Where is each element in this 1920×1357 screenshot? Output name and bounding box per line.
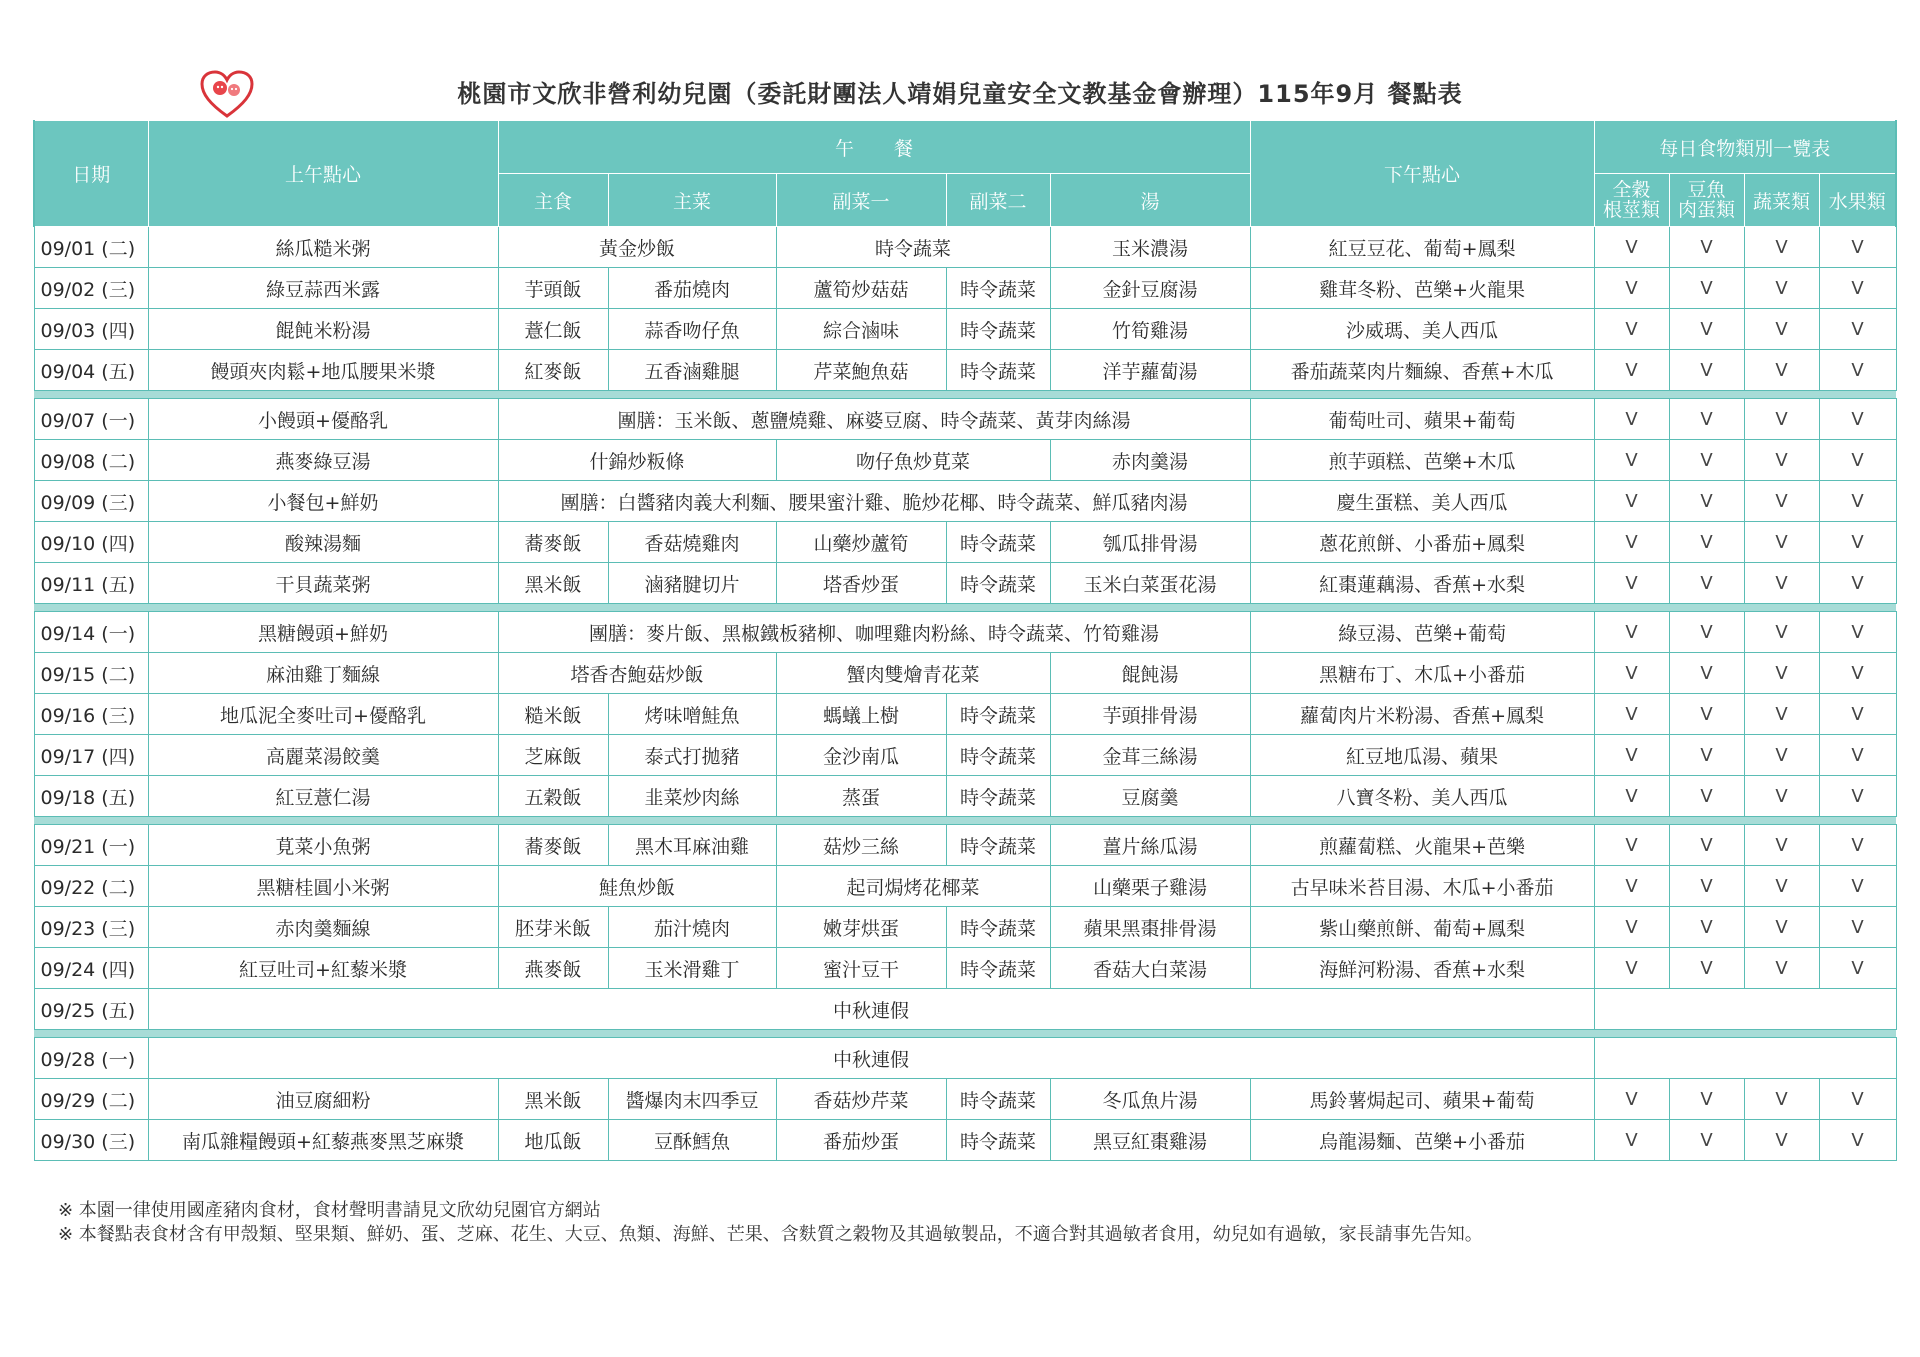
fruit-check: V: [1819, 612, 1896, 653]
pm-snack-cell: 烏龍湯麵、芭樂+小番茄: [1250, 1120, 1594, 1161]
pm-snack-cell: 海鮮河粉湯、香蕉+水梨: [1250, 948, 1594, 989]
kindergarten-logo-icon: [200, 70, 254, 120]
side-dish-1-cell: 山藥炒蘆筍: [776, 522, 946, 563]
date-cell: 09/07 (一): [34, 399, 148, 440]
staple-cell: 五穀飯: [498, 776, 608, 817]
side-dish-1-cell: 蒸蛋: [776, 776, 946, 817]
meal-schedule-table: [33, 120, 1897, 1161]
am-snack-cell: 油豆腐細粉: [148, 1079, 498, 1120]
side-dish-2-cell: 時令蔬菜: [946, 563, 1050, 604]
am-snack-cell: 絲瓜糙米粥: [148, 227, 498, 268]
side-dish-2-cell: 時令蔬菜: [946, 948, 1050, 989]
grains-check: V: [1594, 776, 1669, 817]
protein-check: V: [1669, 1120, 1744, 1161]
table-header: [34, 121, 1896, 227]
staple-cell: 糙米飯: [498, 694, 608, 735]
side-dish-2-cell: 時令蔬菜: [946, 776, 1050, 817]
date-cell: 09/29 (二): [34, 1079, 148, 1120]
soup-cell: 山藥栗子雞湯: [1050, 866, 1250, 907]
header-protein: [1669, 174, 1744, 227]
fruit-check: V: [1819, 522, 1896, 563]
am-snack-cell: 燕麥綠豆湯: [148, 440, 498, 481]
fruit-check: V: [1819, 1079, 1896, 1120]
lunch-side-cell: 起司焗烤花椰菜: [776, 866, 1050, 907]
grains-check: V: [1594, 907, 1669, 948]
vegetables-check: V: [1744, 653, 1819, 694]
protein-check: V: [1669, 907, 1744, 948]
week-separator-bar: [34, 1030, 1896, 1038]
page-header: [0, 70, 1920, 114]
fruit-check: V: [1819, 653, 1896, 694]
side-dish-2-cell: 時令蔬菜: [946, 1079, 1050, 1120]
soup-cell: 香菇大白菜湯: [1050, 948, 1250, 989]
staple-cell: 胚芽米飯: [498, 907, 608, 948]
am-snack-cell: 高麗菜湯餃羹: [148, 735, 498, 776]
staple-cell: 紅麥飯: [498, 350, 608, 391]
staple-cell: 芝麻飯: [498, 735, 608, 776]
staple-cell: 蕎麥飯: [498, 825, 608, 866]
week-separator: [34, 1030, 1896, 1038]
soup-cell: 洋芋蘿蔔湯: [1050, 350, 1250, 391]
week-separator: [34, 817, 1896, 825]
food-groups-empty-cell: [1594, 1038, 1896, 1079]
grains-check: V: [1594, 1079, 1669, 1120]
pm-snack-cell: 紅豆地瓜湯、蘋果: [1250, 735, 1594, 776]
vegetables-check: V: [1744, 563, 1819, 604]
table-row: [34, 350, 1896, 391]
soup-cell: 玉米白菜蛋花湯: [1050, 563, 1250, 604]
am-snack-cell: 黑糖桂圓小米粥: [148, 866, 498, 907]
footnote-allergens: ※ 本餐點表食材含有甲殼類、堅果類、鮮奶、蛋、芝麻、花生、大豆、魚類、海鮮、芒果、含麩質之穀物及其過敏製品，不適合對其過敏者食用，幼兒如有過敏，家長請事先告知。: [58, 1224, 1483, 1245]
vegetables-check: V: [1744, 735, 1819, 776]
date-cell: 09/09 (三): [34, 481, 148, 522]
pm-snack-cell: 雞茸冬粉、芭樂+火龍果: [1250, 268, 1594, 309]
staple-cell: 燕麥飯: [498, 948, 608, 989]
date-cell: 09/04 (五): [34, 350, 148, 391]
lunch-main-cell: 黃金炒飯: [498, 227, 776, 268]
pm-snack-cell: 紅豆豆花、葡萄+鳳梨: [1250, 227, 1594, 268]
staple-cell: 地瓜飯: [498, 1120, 608, 1161]
grains-check: V: [1594, 522, 1669, 563]
lunch-side-cell: 吻仔魚炒莧菜: [776, 440, 1050, 481]
vegetables-check: V: [1744, 522, 1819, 563]
week-separator-bar: [34, 604, 1896, 612]
protein-check: V: [1669, 948, 1744, 989]
pm-snack-cell: 古早味米苔目湯、木瓜+小番茄: [1250, 866, 1594, 907]
side-dish-2-cell: 時令蔬菜: [946, 309, 1050, 350]
date-cell: 09/14 (一): [34, 612, 148, 653]
holiday-cell: 中秋連假: [148, 989, 1594, 1030]
fruit-check: V: [1819, 350, 1896, 391]
fruit-check: V: [1819, 309, 1896, 350]
table-row: [34, 612, 1896, 653]
soup-cell: 竹筍雞湯: [1050, 309, 1250, 350]
am-snack-cell: 莧菜小魚粥: [148, 825, 498, 866]
table-row: [34, 776, 1896, 817]
vegetables-check: V: [1744, 309, 1819, 350]
footnotes: [58, 1199, 1483, 1247]
protein-check: V: [1669, 440, 1744, 481]
table-row: [34, 227, 1896, 268]
main-dish-cell: 泰式打拋豬: [608, 735, 776, 776]
protein-check: V: [1669, 309, 1744, 350]
protein-check: V: [1669, 563, 1744, 604]
soup-cell: 冬瓜魚片湯: [1050, 1079, 1250, 1120]
header-pm-snack: 下午點心: [1250, 121, 1594, 227]
protein-check: V: [1669, 481, 1744, 522]
soup-cell: 餛飩湯: [1050, 653, 1250, 694]
staple-cell: 黑米飯: [498, 563, 608, 604]
date-cell: 09/11 (五): [34, 563, 148, 604]
header-date: 日期: [34, 121, 148, 227]
table-row: [34, 866, 1896, 907]
soup-cell: 金針豆腐湯: [1050, 268, 1250, 309]
table-row: [34, 1079, 1896, 1120]
date-cell: 09/08 (二): [34, 440, 148, 481]
grains-check: V: [1594, 440, 1669, 481]
group-meal-cell: 團膳：白醬豬肉義大利麵、腰果蜜汁雞、脆炒花椰、時令蔬菜、鮮瓜豬肉湯: [498, 481, 1250, 522]
week-separator: [34, 604, 1896, 612]
fruit-check: V: [1819, 825, 1896, 866]
pm-snack-cell: 煎蘿蔔糕、火龍果+芭樂: [1250, 825, 1594, 866]
fruit-check: V: [1819, 481, 1896, 522]
main-dish-cell: 茄汁燒肉: [608, 907, 776, 948]
table-body: [34, 227, 1896, 1161]
vegetables-check: V: [1744, 227, 1819, 268]
table-row: [34, 948, 1896, 989]
vegetables-check: V: [1744, 866, 1819, 907]
lunch-main-cell: 鮭魚炒飯: [498, 866, 776, 907]
grains-check: V: [1594, 399, 1669, 440]
am-snack-cell: 綠豆蒜西米露: [148, 268, 498, 309]
side-dish-2-cell: 時令蔬菜: [946, 694, 1050, 735]
protein-check: V: [1669, 522, 1744, 563]
side-dish-1-cell: 芹菜鮑魚菇: [776, 350, 946, 391]
header-protein-line1: 豆魚: [1687, 179, 1726, 201]
vegetables-check: V: [1744, 350, 1819, 391]
table-row: [34, 481, 1896, 522]
protein-check: V: [1669, 866, 1744, 907]
header-protein-line2: 肉蛋類: [1678, 199, 1736, 221]
header-side-dish-1: 副菜一: [776, 174, 946, 227]
group-meal-cell: 團膳：麥片飯、黑椒鐵板豬柳、咖哩雞肉粉絲、時令蔬菜、竹筍雞湯: [498, 612, 1250, 653]
week-separator: [34, 391, 1896, 399]
vegetables-check: V: [1744, 907, 1819, 948]
date-cell: 09/02 (三): [34, 268, 148, 309]
table-row: [34, 1120, 1896, 1161]
vegetables-check: V: [1744, 776, 1819, 817]
date-cell: 09/15 (二): [34, 653, 148, 694]
side-dish-1-cell: 蘆筍炒菇菇: [776, 268, 946, 309]
fruit-check: V: [1819, 399, 1896, 440]
am-snack-cell: 麻油雞丁麵線: [148, 653, 498, 694]
group-meal-cell: 團膳：玉米飯、蔥鹽燒雞、麻婆豆腐、時令蔬菜、黃芽肉絲湯: [498, 399, 1250, 440]
soup-cell: 薑片絲瓜湯: [1050, 825, 1250, 866]
pm-snack-cell: 慶生蛋糕、美人西瓜: [1250, 481, 1594, 522]
fruit-check: V: [1819, 268, 1896, 309]
main-dish-cell: 烤味噌鮭魚: [608, 694, 776, 735]
pm-snack-cell: 蔥花煎餅、小番茄+鳳梨: [1250, 522, 1594, 563]
side-dish-2-cell: 時令蔬菜: [946, 735, 1050, 776]
side-dish-1-cell: 菇炒三絲: [776, 825, 946, 866]
header-am-snack: 上午點心: [148, 121, 498, 227]
vegetables-check: V: [1744, 1079, 1819, 1120]
side-dish-1-cell: 嫩芽烘蛋: [776, 907, 946, 948]
side-dish-1-cell: 螞蟻上樹: [776, 694, 946, 735]
header-grains-line1: 全穀: [1612, 179, 1651, 201]
soup-cell: 赤肉羹湯: [1050, 440, 1250, 481]
side-dish-2-cell: 時令蔬菜: [946, 268, 1050, 309]
main-dish-cell: 黑木耳麻油雞: [608, 825, 776, 866]
main-dish-cell: 滷豬腱切片: [608, 563, 776, 604]
soup-cell: 金茸三絲湯: [1050, 735, 1250, 776]
week-separator-bar: [34, 817, 1896, 825]
lunch-main-cell: 什錦炒粄條: [498, 440, 776, 481]
grains-check: V: [1594, 350, 1669, 391]
main-dish-cell: 醬爆肉末四季豆: [608, 1079, 776, 1120]
side-dish-2-cell: 時令蔬菜: [946, 522, 1050, 563]
pm-snack-cell: 紅棗蓮藕湯、香蕉+水梨: [1250, 563, 1594, 604]
vegetables-check: V: [1744, 825, 1819, 866]
protein-check: V: [1669, 694, 1744, 735]
pm-snack-cell: 馬鈴薯焗起司、蘋果+葡萄: [1250, 1079, 1594, 1120]
am-snack-cell: 黑糖饅頭+鮮奶: [148, 612, 498, 653]
am-snack-cell: 酸辣湯麵: [148, 522, 498, 563]
grains-check: V: [1594, 563, 1669, 604]
pm-snack-cell: 綠豆湯、芭樂+葡萄: [1250, 612, 1594, 653]
header-fruit: 水果類: [1819, 174, 1896, 227]
protein-check: V: [1669, 350, 1744, 391]
protein-check: V: [1669, 776, 1744, 817]
date-cell: 09/22 (二): [34, 866, 148, 907]
date-cell: 09/01 (二): [34, 227, 148, 268]
table-row: [34, 399, 1896, 440]
protein-check: V: [1669, 825, 1744, 866]
staple-cell: 蕎麥飯: [498, 522, 608, 563]
fruit-check: V: [1819, 227, 1896, 268]
am-snack-cell: 紅豆薏仁湯: [148, 776, 498, 817]
pm-snack-cell: 沙威瑪、美人西瓜: [1250, 309, 1594, 350]
pm-snack-cell: 葡萄吐司、蘋果+葡萄: [1250, 399, 1594, 440]
table-row: [34, 563, 1896, 604]
am-snack-cell: 干貝蔬菜粥: [148, 563, 498, 604]
fruit-check: V: [1819, 735, 1896, 776]
protein-check: V: [1669, 1079, 1744, 1120]
header-side-dish-2: 副菜二: [946, 174, 1050, 227]
side-dish-2-cell: 時令蔬菜: [946, 1120, 1050, 1161]
am-snack-cell: 小餐包+鮮奶: [148, 481, 498, 522]
date-cell: 09/03 (四): [34, 309, 148, 350]
main-dish-cell: 玉米滑雞丁: [608, 948, 776, 989]
pm-snack-cell: 黑糖布丁、木瓜+小番茄: [1250, 653, 1594, 694]
lunch-side-cell: 蟹肉雙燴青花菜: [776, 653, 1050, 694]
pm-snack-cell: 番茄蔬菜肉片麵線、香蕉+木瓜: [1250, 350, 1594, 391]
main-dish-cell: 韭菜炒肉絲: [608, 776, 776, 817]
food-groups-empty-cell: [1594, 989, 1896, 1030]
am-snack-cell: 赤肉羹麵線: [148, 907, 498, 948]
soup-cell: 瓠瓜排骨湯: [1050, 522, 1250, 563]
side-dish-2-cell: 時令蔬菜: [946, 825, 1050, 866]
week-separator-bar: [34, 391, 1896, 399]
side-dish-2-cell: 時令蔬菜: [946, 907, 1050, 948]
fruit-check: V: [1819, 907, 1896, 948]
side-dish-1-cell: 塔香炒蛋: [776, 563, 946, 604]
grains-check: V: [1594, 735, 1669, 776]
side-dish-1-cell: 香菇炒芹菜: [776, 1079, 946, 1120]
side-dish-1-cell: 金沙南瓜: [776, 735, 946, 776]
pm-snack-cell: 八寶冬粉、美人西瓜: [1250, 776, 1594, 817]
header-main-dish: 主菜: [608, 174, 776, 227]
header-food-groups: 每日食物類別一覽表: [1594, 121, 1896, 174]
table-row: [34, 907, 1896, 948]
fruit-check: V: [1819, 776, 1896, 817]
vegetables-check: V: [1744, 481, 1819, 522]
grains-check: V: [1594, 694, 1669, 735]
fruit-check: V: [1819, 948, 1896, 989]
fruit-check: V: [1819, 1120, 1896, 1161]
protein-check: V: [1669, 612, 1744, 653]
soup-cell: 蘋果黑棗排骨湯: [1050, 907, 1250, 948]
soup-cell: 芋頭排骨湯: [1050, 694, 1250, 735]
staple-cell: 薏仁飯: [498, 309, 608, 350]
grains-check: V: [1594, 612, 1669, 653]
table-row: [34, 522, 1896, 563]
side-dish-1-cell: 番茄炒蛋: [776, 1120, 946, 1161]
fruit-check: V: [1819, 866, 1896, 907]
header-staple: 主食: [498, 174, 608, 227]
main-dish-cell: 蒜香吻仔魚: [608, 309, 776, 350]
holiday-cell: 中秋連假: [148, 1038, 1594, 1079]
vegetables-check: V: [1744, 694, 1819, 735]
vegetables-check: V: [1744, 440, 1819, 481]
table-row: [34, 694, 1896, 735]
date-cell: 09/10 (四): [34, 522, 148, 563]
header-soup: 湯: [1050, 174, 1250, 227]
am-snack-cell: 餛飩米粉湯: [148, 309, 498, 350]
date-cell: 09/17 (四): [34, 735, 148, 776]
am-snack-cell: 南瓜雜糧饅頭+紅藜燕麥黑芝麻漿: [148, 1120, 498, 1161]
staple-cell: 黑米飯: [498, 1079, 608, 1120]
staple-cell: 芋頭飯: [498, 268, 608, 309]
protein-check: V: [1669, 735, 1744, 776]
soup-cell: 豆腐羹: [1050, 776, 1250, 817]
protein-check: V: [1669, 399, 1744, 440]
grains-check: V: [1594, 1120, 1669, 1161]
grains-check: V: [1594, 825, 1669, 866]
vegetables-check: V: [1744, 1120, 1819, 1161]
main-dish-cell: 香菇燒雞肉: [608, 522, 776, 563]
am-snack-cell: 紅豆吐司+紅藜米漿: [148, 948, 498, 989]
grains-check: V: [1594, 227, 1669, 268]
table-row: [34, 989, 1896, 1030]
table-row: [34, 735, 1896, 776]
main-dish-cell: 豆酥鱈魚: [608, 1120, 776, 1161]
vegetables-check: V: [1744, 268, 1819, 309]
grains-check: V: [1594, 309, 1669, 350]
main-dish-cell: 五香滷雞腿: [608, 350, 776, 391]
fruit-check: V: [1819, 440, 1896, 481]
date-cell: 09/18 (五): [34, 776, 148, 817]
header-vegetables: 蔬菜類: [1744, 174, 1819, 227]
grains-check: V: [1594, 653, 1669, 694]
vegetables-check: V: [1744, 948, 1819, 989]
table-row: [34, 1038, 1896, 1079]
page-title: 桃園市文欣非營利幼兒園（委託財團法人靖娟兒童安全文教基金會辦理）115年9月 餐點表: [457, 80, 1463, 108]
lunch-side-cell: 時令蔬菜: [776, 227, 1050, 268]
fruit-check: V: [1819, 694, 1896, 735]
date-cell: 09/28 (一): [34, 1038, 148, 1079]
header-grains: [1594, 174, 1669, 227]
grains-check: V: [1594, 948, 1669, 989]
side-dish-1-cell: 蜜汁豆干: [776, 948, 946, 989]
date-cell: 09/30 (三): [34, 1120, 148, 1161]
table-row: [34, 653, 1896, 694]
protein-check: V: [1669, 268, 1744, 309]
date-cell: 09/16 (三): [34, 694, 148, 735]
grains-check: V: [1594, 481, 1669, 522]
grains-check: V: [1594, 866, 1669, 907]
lunch-main-cell: 塔香杏鮑菇炒飯: [498, 653, 776, 694]
vegetables-check: V: [1744, 399, 1819, 440]
pm-snack-cell: 蘿蔔肉片米粉湯、香蕉+鳳梨: [1250, 694, 1594, 735]
soup-cell: 黑豆紅棗雞湯: [1050, 1120, 1250, 1161]
am-snack-cell: 饅頭夾肉鬆+地瓜腰果米漿: [148, 350, 498, 391]
date-cell: 09/24 (四): [34, 948, 148, 989]
pm-snack-cell: 煎芋頭糕、芭樂+木瓜: [1250, 440, 1594, 481]
header-lunch: 午餐: [498, 121, 1250, 174]
soup-cell: 玉米濃湯: [1050, 227, 1250, 268]
grains-check: V: [1594, 268, 1669, 309]
fruit-check: V: [1819, 563, 1896, 604]
table-row: [34, 825, 1896, 866]
table-row: [34, 309, 1896, 350]
main-dish-cell: 番茄燒肉: [608, 268, 776, 309]
date-cell: 09/25 (五): [34, 989, 148, 1030]
protein-check: V: [1669, 653, 1744, 694]
vegetables-check: V: [1744, 612, 1819, 653]
date-cell: 09/23 (三): [34, 907, 148, 948]
protein-check: V: [1669, 227, 1744, 268]
table-row: [34, 440, 1896, 481]
header-grains-line2: 根莖類: [1603, 199, 1661, 221]
am-snack-cell: 地瓜泥全麥吐司+優酪乳: [148, 694, 498, 735]
pm-snack-cell: 紫山藥煎餅、葡萄+鳳梨: [1250, 907, 1594, 948]
side-dish-2-cell: 時令蔬菜: [946, 350, 1050, 391]
footnote-pork: ※ 本園一律使用國產豬肉食材，食材聲明書請見文欣幼兒園官方網站: [58, 1200, 601, 1221]
table-row: [34, 268, 1896, 309]
side-dish-1-cell: 綜合滷味: [776, 309, 946, 350]
am-snack-cell: 小饅頭+優酪乳: [148, 399, 498, 440]
date-cell: 09/21 (一): [34, 825, 148, 866]
